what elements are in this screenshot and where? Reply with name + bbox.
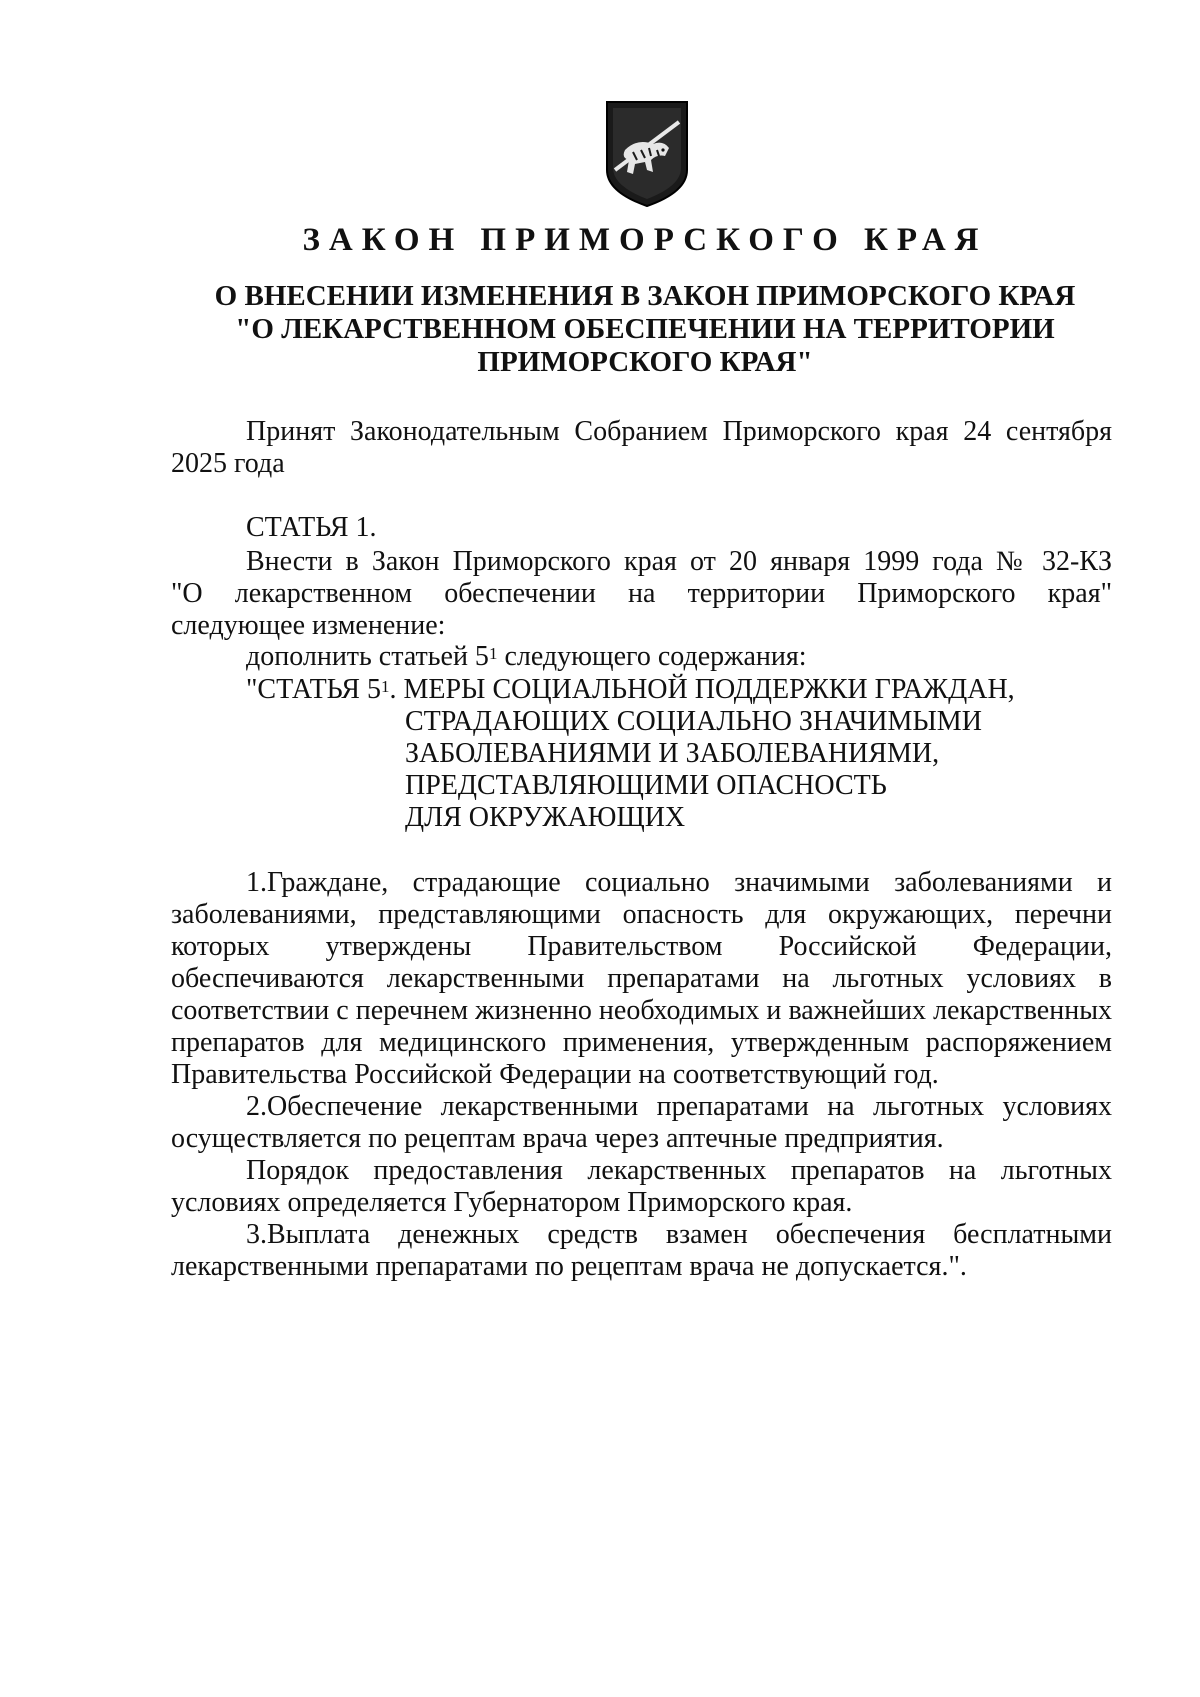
subtitle-line: ПРИМОРСКОГО КРАЯ" (477, 346, 813, 378)
adoption-line: Принят Законодательным Собранием Приморского края 24 сентября (246, 416, 1112, 447)
subtitle-line: "О ЛЕКАРСТВЕННОМ ОБЕСПЕЧЕНИИ НА ТЕРРИТОРИИ (235, 313, 1055, 345)
adoption-line: 2025 года (171, 448, 285, 479)
subtitle-line: О ВНЕСЕНИИ ИЗМЕНЕНИЯ В ЗАКОН ПРИМОРСКОГО КРАЯ (214, 280, 1076, 312)
superscript: 1 (380, 677, 390, 696)
article-heading: СТАТЬЯ 1. (246, 512, 377, 543)
coat-of-arms-emblem (603, 100, 691, 208)
new-article-body (171, 867, 1112, 1283)
paragraph-point-2-procedure: Порядок предоставления лекарственных препаратов на льготных условиях определяется Губернатором Приморского края. (171, 1155, 1112, 1218)
article-intro-line: следующее изменение: (171, 610, 446, 641)
tiger-shield-icon (603, 100, 691, 208)
new-article-heading: "СТАТЬЯ $5^1$. МЕРЫ СОЦИАЛЬНОЙ ПОДДЕРЖКИ ГРАЖДАН, (246, 674, 1015, 705)
new-article-heading-continuation: СТРАДАЮЩИХ СОЦИАЛЬНО ЗНАЧИМЫМИ ЗАБОЛЕВАНИЯМИ И ЗАБОЛЕВАНИЯМИ, ПРЕДСТАВЛЯЮЩИМИ ОПАСНОСТЬ ДЛЯ ОКРУЖАЮЩИХ (405, 706, 982, 833)
article-intro (171, 546, 1112, 642)
article-intro-line: "О лекарственном обеспечении на территории Приморского края" (171, 578, 1112, 609)
law-title: ЗАКОН ПРИМОРСКОГО КРАЯ (302, 222, 988, 258)
paragraph-point-2: 2.Обеспечение лекарственными препаратами на льготных условиях осуществляется по рецептам врача через аптечные предприятия. (171, 1091, 1112, 1154)
paragraph-point-1: 1.Граждане, страдающие социально значимыми заболеваниями и заболеваниями, представляющими опасность для окружающих, перечни которых утверждены Правительством Российской Федерации, обеспечиваются лекарственными препаратами на льготных условиях в соответствии с перечнем жизненно необходимых и важнейших лекарственных препаратов для медицинского применения, утвержденным распоряжением Правительства Российской Федерации на соответствующий год. (171, 867, 1112, 1090)
paragraph-point-3: 3.Выплата денежных средств взамен обеспечения бесплатными лекарственными препаратами по рецептам врача не допускается.". (171, 1219, 1112, 1282)
amendment-instruction: дополнить статьей $5^1$ следующего содержания: (246, 641, 807, 672)
superscript: 1 (488, 644, 498, 663)
law-subtitle (0, 280, 1200, 379)
article-intro-line: Внести в Закон Приморского края от 20 января 1999 года № 32-КЗ (246, 546, 1112, 577)
adoption-note (171, 416, 1112, 480)
